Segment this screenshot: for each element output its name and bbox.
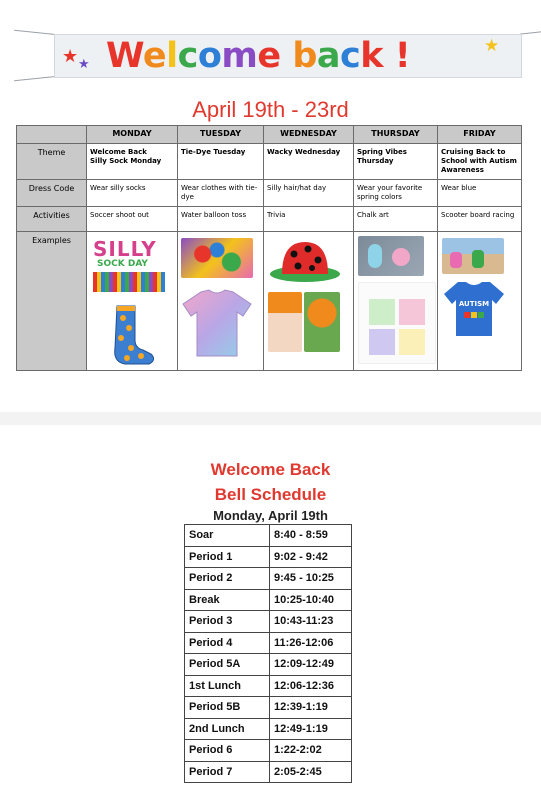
wacky-hair-photo-two [304,292,340,352]
row-label: Theme [17,144,87,180]
period-name: Period 5B [185,697,270,719]
example-cell-wednesday [264,232,354,371]
period-time: 12:06-12:36 [270,675,352,697]
day-header: WEDNESDAY [264,126,354,144]
banner-letter: e [257,36,281,76]
period-name: 2nd Lunch [185,718,270,740]
period-time: 2:05-2:45 [270,761,352,783]
palette-swatch-green [369,299,395,325]
row-label: Activities [17,207,87,232]
period-time: 9:02 - 9:42 [270,546,352,568]
theme-row [17,144,522,180]
banner-letter: ! [394,36,411,76]
example-cell-tuesday [178,232,264,371]
purple-star-icon: ★ [78,57,90,72]
silly-sock-day-image [93,238,165,298]
yellow-star-icon: ★ [484,36,500,56]
table-cell: Wear clothes with tie-dye [178,180,264,207]
schedule-row [185,718,352,740]
banner-letter: b [292,36,317,76]
row-label: Dress Code [17,180,87,207]
kid-figure-two [472,250,484,268]
table-cell: Wear silly socks [87,180,178,207]
table-cell: Welcome Back Silly Sock Monday [87,144,178,180]
period-name: Break [185,589,270,611]
table-cell: Silly hair/hat day [264,180,354,207]
corner-cell [17,126,87,144]
banner-letter: c [340,36,361,76]
banner-letter [383,36,395,76]
example-cell-thursday [354,232,438,371]
schedule-row [185,740,352,762]
chalk-art-photo [358,236,424,276]
activities-row [17,207,522,232]
schedule-row [185,761,352,783]
schedule-row [185,697,352,719]
welcome-banner [14,28,524,82]
silly-text: SILLY [93,237,157,261]
spirit-week-table [16,125,522,371]
bell-schedule-table [184,524,352,783]
examples-row [17,232,522,371]
period-time: 10:43-11:23 [270,611,352,633]
palette-swatch-yellow [399,329,425,355]
banner-letter [281,36,293,76]
period-time: 1:22-2:02 [270,740,352,762]
spring-palette-image [358,282,436,364]
table-cell: Soccer shoot out [87,207,178,232]
period-name: Soar [185,525,270,547]
banner-rope-right [520,30,541,34]
example-cell-friday [438,232,522,371]
table-cell: Scooter board racing [438,207,522,232]
period-time: 8:40 - 8:59 [270,525,352,547]
banner-letter: l [166,36,178,76]
table-cell: Chalk art [354,207,438,232]
table-cell: Wear your favorite spring colors [354,180,438,207]
period-name: Period 1 [185,546,270,568]
colorful-socks-row [93,272,165,292]
example-cell-monday [87,232,178,371]
period-time: 12:39-1:19 [270,697,352,719]
schedule-row [185,589,352,611]
banner-letter: m [221,36,258,76]
scooter-board-photo [442,238,504,274]
period-name: Period 4 [185,632,270,654]
chalk-planet-shape [392,248,410,266]
period-name: Period 6 [185,740,270,762]
period-name: Period 3 [185,611,270,633]
banner-letter: a [316,36,341,76]
table-header-row [17,126,522,144]
period-time: 11:26-12:06 [270,632,352,654]
week-title: April 19th - 23rd [192,97,349,122]
schedule-row [185,654,352,676]
table-cell: Trivia [264,207,354,232]
day-header: TUESDAY [178,126,264,144]
chalk-rocket-shape [368,244,382,268]
schedule-row [185,632,352,654]
banner-letter: W [106,36,143,76]
schedule-row [185,568,352,590]
period-time: 12:49-1:19 [270,718,352,740]
table-cell: Cruising Back to School with Autism Awareness [438,144,522,180]
banner-rope-left-bottom [14,76,58,82]
red-star-icon: ★ [62,46,79,67]
banner-title [106,36,410,76]
table-cell: Spring Vibes Thursday [354,144,438,180]
schedule-row [185,525,352,547]
sock-day-text: SOCK DAY [97,259,148,269]
schedule-row [185,611,352,633]
bell-title-line-two: Bell Schedule [214,485,327,504]
row-label: Examples [17,232,87,371]
banner-letter: c [177,36,198,76]
sock-image [101,304,157,366]
palette-swatch-pink [399,299,425,325]
table-cell: Tie-Dye Tuesday [178,144,264,180]
tie-dye-fabric-image [181,238,253,278]
banner-letter: e [142,36,167,76]
period-time: 9:45 - 10:25 [270,568,352,590]
table-cell: Wacky Wednesday [264,144,354,180]
wacky-hair-photo-one [268,292,302,352]
schedule-row [185,675,352,697]
banner-letter: o [197,36,222,76]
period-time: 10:25-10:40 [270,589,352,611]
tie-dye-shirt-image [181,288,253,358]
kid-figure-one [450,252,462,268]
period-name: Period 7 [185,761,270,783]
banner-letter: k [360,36,384,76]
ladybug-hat-image [268,236,342,284]
period-name: Period 2 [185,568,270,590]
autism-shirt-text: AUTISM [458,300,490,308]
bell-title-line-one: Welcome Back [210,460,331,479]
palette-swatch-purple [369,329,395,355]
table-cell: Water balloon toss [178,207,264,232]
dress-code-row [17,180,522,207]
period-name: Period 5A [185,654,270,676]
day-header: THURSDAY [354,126,438,144]
banner-rope-left [14,30,58,36]
autism-awareness-shirt-image [442,280,506,338]
day-header: MONDAY [87,126,178,144]
table-cell: Wear blue [438,180,522,207]
period-time: 12:09-12:49 [270,654,352,676]
day-header: FRIDAY [438,126,522,144]
bell-schedule-date: Monday, April 19th [213,508,328,523]
period-name: 1st Lunch [185,675,270,697]
schedule-row [185,546,352,568]
